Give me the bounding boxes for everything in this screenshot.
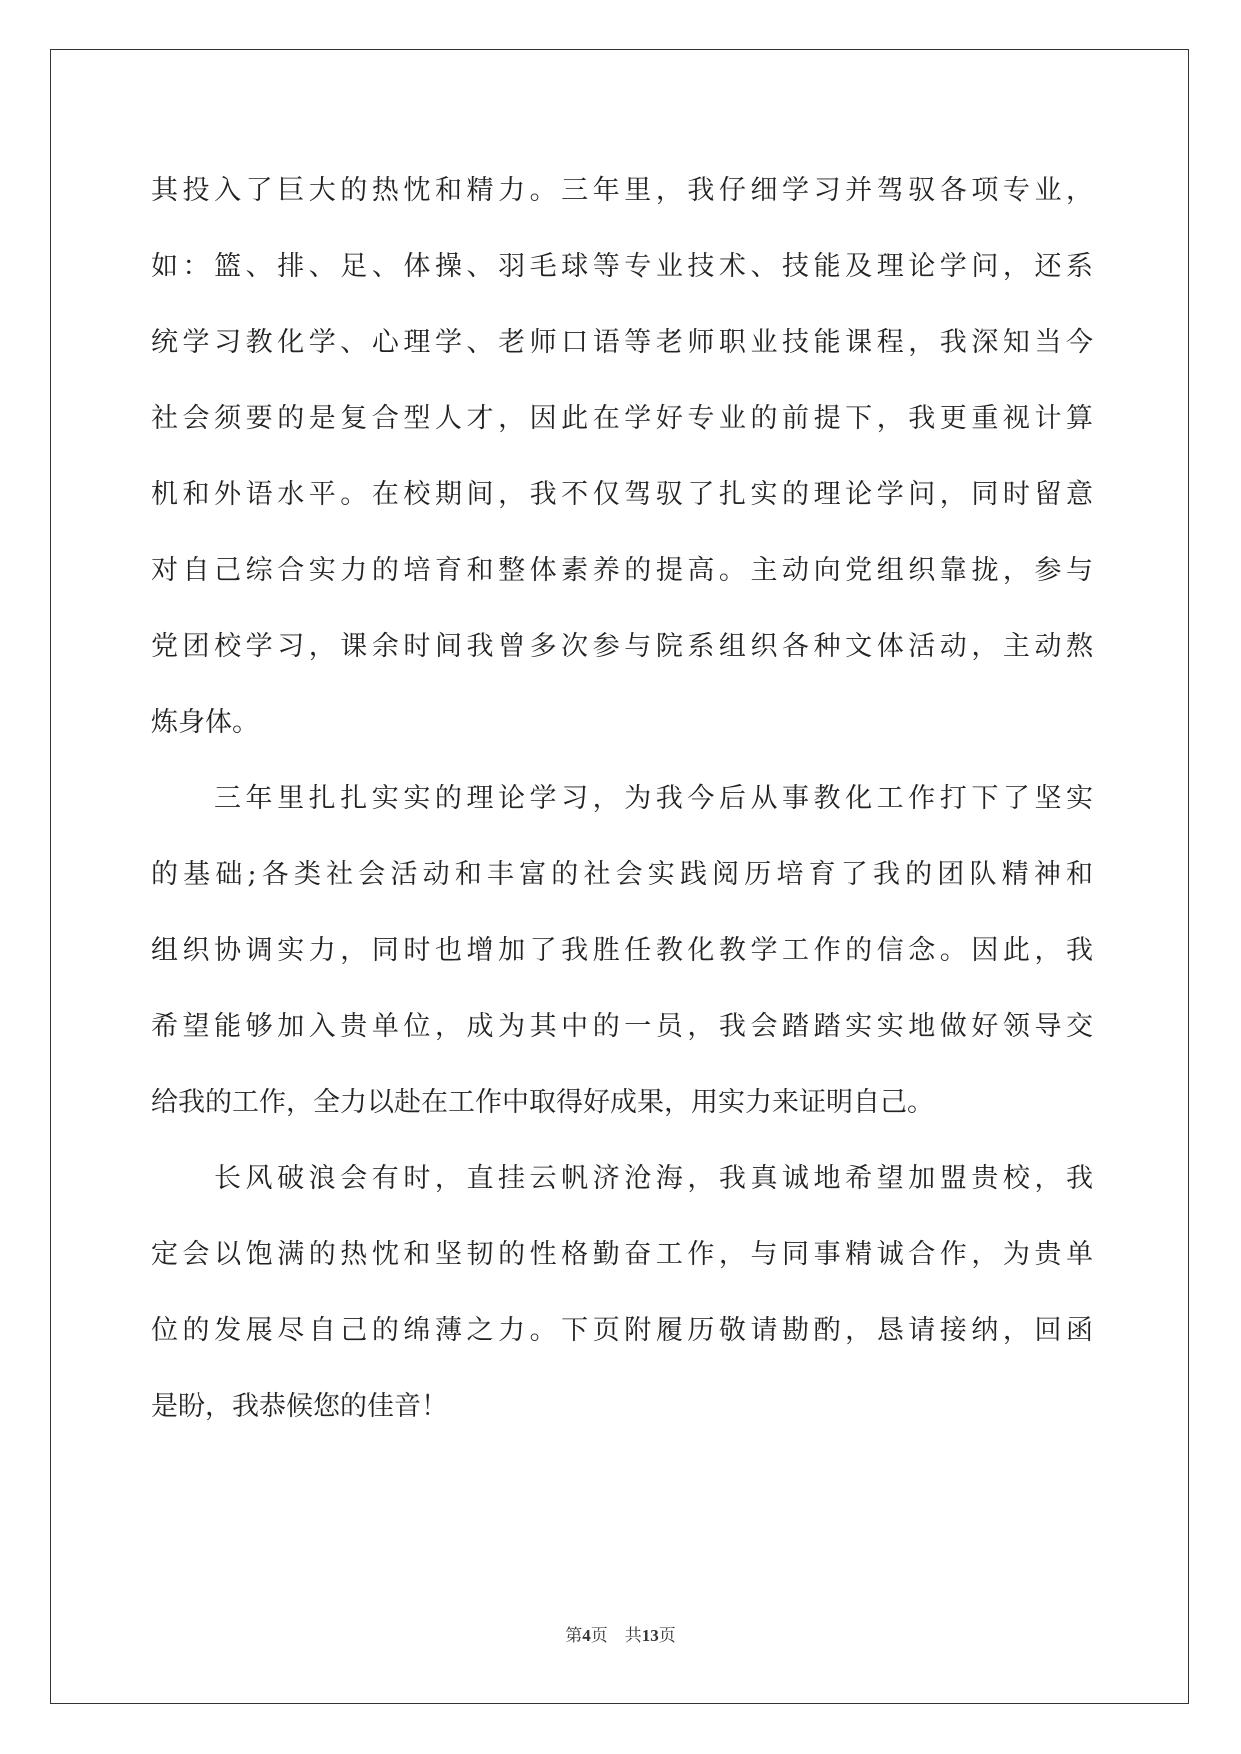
text-line: 长风破浪会有时，直挂云帆济沧海，我真诚地希望加盟贵校，我 xyxy=(214,1163,1093,1194)
text-line: 三年里扎扎实实的理论学习，为我今后从事教化工作打下了坚实 xyxy=(214,783,1093,814)
text-line: 炼身体。 xyxy=(151,707,259,738)
total-prefix: 共 xyxy=(624,1626,642,1645)
text-line: 如：篮、排、足、体操、羽毛球等专业技术、技能及理论学问，还系 xyxy=(151,251,1093,282)
text-line: 党团校学习，课余时间我曾多次参与院系组织各种文体活动，主动熬 xyxy=(151,631,1093,662)
text-line: 组织协调实力，同时也增加了我胜任教化教学工作的信念。因此，我 xyxy=(151,935,1093,966)
page-prefix: 第 xyxy=(565,1626,583,1645)
text-line: 定会以饱满的热忱和坚韧的性格勤奋工作，与同事精诚合作，为贵单 xyxy=(151,1239,1093,1270)
text-line: 的基础;各类社会活动和丰富的社会实践阅历培育了我的团队精神和 xyxy=(151,859,1093,890)
text-line: 对自己综合实力的培育和整体素养的提高。主动向党组织靠拢，参与 xyxy=(151,555,1093,586)
text-line: 希望能够加入贵单位，成为其中的一员，我会踏踏实实地做好领导交 xyxy=(151,1011,1093,1042)
text-line: 给我的工作，全力以赴在工作中取得好成果，用实力来证明自己。 xyxy=(151,1087,934,1118)
text-line: 统学习教化学、心理学、老师口语等老师职业技能课程，我深知当今 xyxy=(151,327,1093,358)
text-line: 社会须要的是复合型人才，因此在学好专业的前提下，我更重视计算 xyxy=(151,403,1093,434)
total-suffix: 页 xyxy=(658,1626,676,1645)
text-line: 机和外语水平。在校期间，我不仅驾驭了扎实的理论学问，同时留意 xyxy=(151,479,1093,510)
text-line: 其投入了巨大的热忱和精力。三年里，我仔细学习并驾驭各项专业， xyxy=(151,175,1093,206)
total-pages: 13 xyxy=(641,1626,659,1645)
page-number: 4 xyxy=(582,1626,591,1645)
page-suffix: 页 xyxy=(590,1626,608,1645)
text-line: 位的发展尽自己的绵薄之力。下页附履历敬请勘酌，恳请接纳，回函 xyxy=(151,1315,1093,1346)
text-line: 是盼，我恭候您的佳音！ xyxy=(151,1391,448,1422)
page-footer xyxy=(0,1624,1241,1648)
